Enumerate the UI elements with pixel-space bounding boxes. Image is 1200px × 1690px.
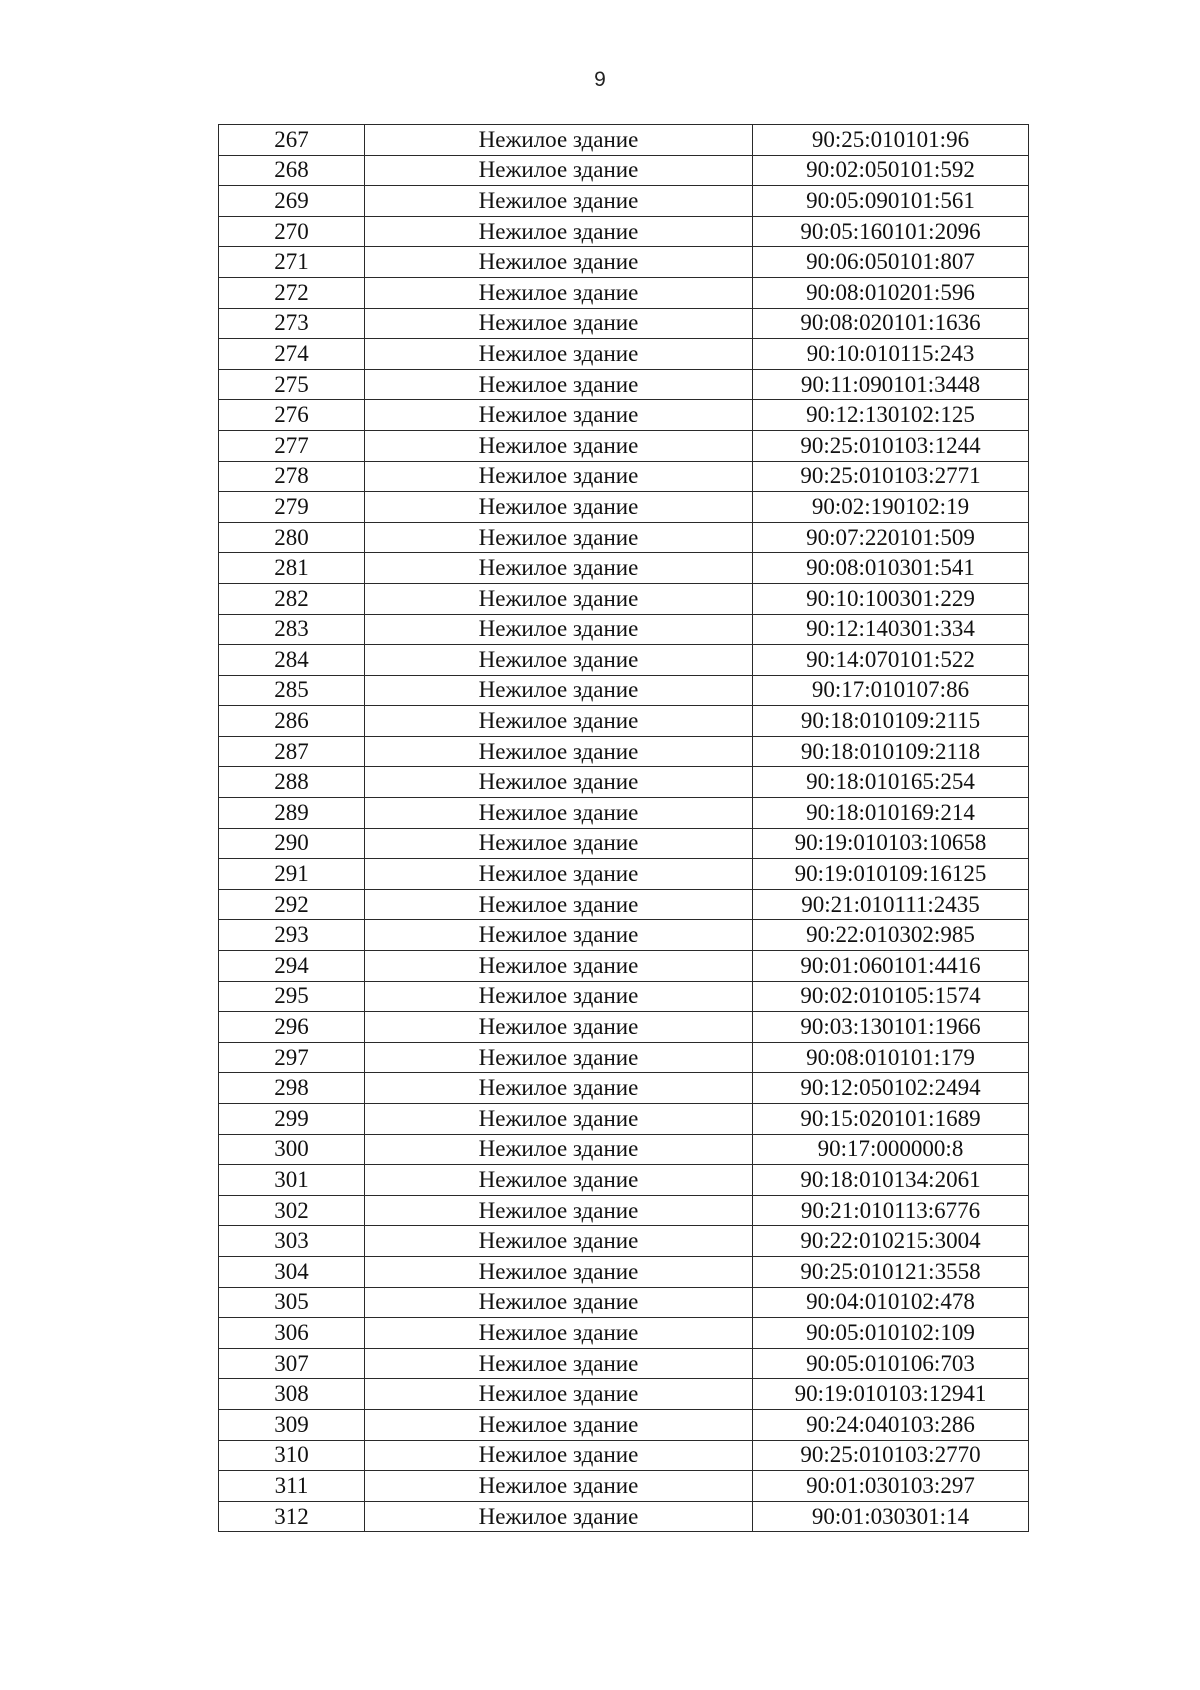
- cadastral-number-cell: 90:01:030301:14: [753, 1501, 1029, 1532]
- table-row: [219, 125, 1029, 156]
- row-number-cell: 268: [219, 155, 365, 186]
- object-type-cell: Нежилое здание: [365, 736, 753, 767]
- cadastral-number-cell: 90:14:070101:522: [753, 645, 1029, 676]
- table-row: [219, 1134, 1029, 1165]
- cadastral-number-cell: 90:25:010121:3558: [753, 1256, 1029, 1287]
- cadastral-number-cell: 90:18:010165:254: [753, 767, 1029, 798]
- row-number-cell: 311: [219, 1471, 365, 1502]
- table-row: [219, 339, 1029, 370]
- table-row: [219, 1165, 1029, 1196]
- table-row: [219, 186, 1029, 217]
- row-number-cell: 297: [219, 1042, 365, 1073]
- object-type-cell: Нежилое здание: [365, 155, 753, 186]
- cadastral-number-cell: 90:15:020101:1689: [753, 1104, 1029, 1135]
- row-number-cell: 304: [219, 1256, 365, 1287]
- table-row: [219, 1042, 1029, 1073]
- object-type-cell: Нежилое здание: [365, 920, 753, 951]
- row-number-cell: 271: [219, 247, 365, 278]
- row-number-cell: 292: [219, 889, 365, 920]
- cadastral-number-cell: 90:03:130101:1966: [753, 1012, 1029, 1043]
- table-row: [219, 645, 1029, 676]
- cadastral-number-cell: 90:11:090101:3448: [753, 369, 1029, 400]
- object-type-cell: Нежилое здание: [365, 277, 753, 308]
- object-type-cell: Нежилое здание: [365, 339, 753, 370]
- row-number-cell: 298: [219, 1073, 365, 1104]
- table-row: [219, 1379, 1029, 1410]
- cadastral-number-cell: 90:01:060101:4416: [753, 951, 1029, 982]
- cadastral-number-cell: 90:08:010201:596: [753, 277, 1029, 308]
- table-row: [219, 216, 1029, 247]
- row-number-cell: 294: [219, 951, 365, 982]
- row-number-cell: 277: [219, 430, 365, 461]
- object-type-cell: Нежилое здание: [365, 645, 753, 676]
- row-number-cell: 310: [219, 1440, 365, 1471]
- object-type-cell: Нежилое здание: [365, 675, 753, 706]
- row-number-cell: 283: [219, 614, 365, 645]
- object-type-cell: Нежилое здание: [365, 1226, 753, 1257]
- row-number-cell: 287: [219, 736, 365, 767]
- object-type-cell: Нежилое здание: [365, 247, 753, 278]
- cadastral-number-cell: 90:10:010115:243: [753, 339, 1029, 370]
- cadastral-number-cell: 90:05:160101:2096: [753, 216, 1029, 247]
- object-type-cell: Нежилое здание: [365, 583, 753, 614]
- cadastral-number-cell: 90:10:100301:229: [753, 583, 1029, 614]
- row-number-cell: 273: [219, 308, 365, 339]
- row-number-cell: 267: [219, 125, 365, 156]
- table-row: [219, 583, 1029, 614]
- table-row: [219, 522, 1029, 553]
- cadastral-number-cell: 90:22:010302:985: [753, 920, 1029, 951]
- table-row: [219, 859, 1029, 890]
- table-row: [219, 1195, 1029, 1226]
- object-type-cell: Нежилое здание: [365, 1134, 753, 1165]
- row-number-cell: 309: [219, 1409, 365, 1440]
- object-type-cell: Нежилое здание: [365, 492, 753, 523]
- row-number-cell: 285: [219, 675, 365, 706]
- table-row: [219, 1440, 1029, 1471]
- object-type-cell: Нежилое здание: [365, 859, 753, 890]
- row-number-cell: 291: [219, 859, 365, 890]
- cadastral-number-cell: 90:18:010109:2118: [753, 736, 1029, 767]
- cadastral-number-cell: 90:07:220101:509: [753, 522, 1029, 553]
- object-type-cell: Нежилое здание: [365, 889, 753, 920]
- row-number-cell: 279: [219, 492, 365, 523]
- table-row: [219, 614, 1029, 645]
- row-number-cell: 270: [219, 216, 365, 247]
- table-row: [219, 951, 1029, 982]
- object-type-cell: Нежилое здание: [365, 1501, 753, 1532]
- row-number-cell: 302: [219, 1195, 365, 1226]
- cadastral-number-cell: 90:02:190102:19: [753, 492, 1029, 523]
- cadastral-number-cell: 90:08:020101:1636: [753, 308, 1029, 339]
- cadastral-number-cell: 90:17:000000:8: [753, 1134, 1029, 1165]
- table-row: [219, 247, 1029, 278]
- table-row: [219, 828, 1029, 859]
- cadastral-number-cell: 90:19:010103:12941: [753, 1379, 1029, 1410]
- object-type-cell: Нежилое здание: [365, 798, 753, 829]
- property-table: [218, 124, 1029, 1532]
- object-type-cell: Нежилое здание: [365, 522, 753, 553]
- cadastral-number-cell: 90:12:140301:334: [753, 614, 1029, 645]
- object-type-cell: Нежилое здание: [365, 1012, 753, 1043]
- cadastral-number-cell: 90:21:010111:2435: [753, 889, 1029, 920]
- table-row: [219, 1256, 1029, 1287]
- page-number: 9: [594, 68, 606, 91]
- table-row: [219, 889, 1029, 920]
- cadastral-number-cell: 90:21:010113:6776: [753, 1195, 1029, 1226]
- object-type-cell: Нежилое здание: [365, 1195, 753, 1226]
- row-number-cell: 296: [219, 1012, 365, 1043]
- row-number-cell: 293: [219, 920, 365, 951]
- table-row: [219, 675, 1029, 706]
- cadastral-number-cell: 90:02:050101:592: [753, 155, 1029, 186]
- object-type-cell: Нежилое здание: [365, 1318, 753, 1349]
- cadastral-number-cell: 90:25:010103:2770: [753, 1440, 1029, 1471]
- cadastral-number-cell: 90:25:010103:1244: [753, 430, 1029, 461]
- table-row: [219, 155, 1029, 186]
- cadastral-number-cell: 90:05:010102:109: [753, 1318, 1029, 1349]
- table-row: [219, 1348, 1029, 1379]
- object-type-cell: Нежилое здание: [365, 1287, 753, 1318]
- object-type-cell: Нежилое здание: [365, 308, 753, 339]
- table-row: [219, 1471, 1029, 1502]
- row-number-cell: 289: [219, 798, 365, 829]
- object-type-cell: Нежилое здание: [365, 981, 753, 1012]
- row-number-cell: 280: [219, 522, 365, 553]
- cadastral-number-cell: 90:18:010134:2061: [753, 1165, 1029, 1196]
- row-number-cell: 275: [219, 369, 365, 400]
- row-number-cell: 276: [219, 400, 365, 431]
- object-type-cell: Нежилое здание: [365, 828, 753, 859]
- cadastral-number-cell: 90:18:010109:2115: [753, 706, 1029, 737]
- cadastral-number-cell: 90:04:010102:478: [753, 1287, 1029, 1318]
- table-row: [219, 706, 1029, 737]
- row-number-cell: 274: [219, 339, 365, 370]
- object-type-cell: Нежилое здание: [365, 951, 753, 982]
- object-type-cell: Нежилое здание: [365, 1348, 753, 1379]
- object-type-cell: Нежилое здание: [365, 1379, 753, 1410]
- object-type-cell: Нежилое здание: [365, 1073, 753, 1104]
- cadastral-number-cell: 90:01:030103:297: [753, 1471, 1029, 1502]
- table-row: [219, 400, 1029, 431]
- row-number-cell: 301: [219, 1165, 365, 1196]
- table-row: [219, 369, 1029, 400]
- row-number-cell: 290: [219, 828, 365, 859]
- row-number-cell: 282: [219, 583, 365, 614]
- row-number-cell: 299: [219, 1104, 365, 1135]
- property-table-body: [219, 125, 1029, 1532]
- table-row: [219, 308, 1029, 339]
- object-type-cell: Нежилое здание: [365, 369, 753, 400]
- cadastral-number-cell: 90:05:010106:703: [753, 1348, 1029, 1379]
- object-type-cell: Нежилое здание: [365, 461, 753, 492]
- object-type-cell: Нежилое здание: [365, 1471, 753, 1502]
- row-number-cell: 306: [219, 1318, 365, 1349]
- table-row: [219, 1012, 1029, 1043]
- row-number-cell: 303: [219, 1226, 365, 1257]
- cadastral-number-cell: 90:12:130102:125: [753, 400, 1029, 431]
- object-type-cell: Нежилое здание: [365, 1104, 753, 1135]
- table-row: [219, 981, 1029, 1012]
- cadastral-number-cell: 90:19:010103:10658: [753, 828, 1029, 859]
- table-row: [219, 1318, 1029, 1349]
- table-row: [219, 553, 1029, 584]
- row-number-cell: 269: [219, 186, 365, 217]
- table-row: [219, 1409, 1029, 1440]
- row-number-cell: 284: [219, 645, 365, 676]
- row-number-cell: 307: [219, 1348, 365, 1379]
- object-type-cell: Нежилое здание: [365, 1042, 753, 1073]
- row-number-cell: 278: [219, 461, 365, 492]
- table-row: [219, 736, 1029, 767]
- cadastral-number-cell: 90:25:010101:96: [753, 125, 1029, 156]
- row-number-cell: 308: [219, 1379, 365, 1410]
- cadastral-number-cell: 90:08:010101:179: [753, 1042, 1029, 1073]
- cadastral-number-cell: 90:08:010301:541: [753, 553, 1029, 584]
- table-row: [219, 492, 1029, 523]
- object-type-cell: Нежилое здание: [365, 614, 753, 645]
- object-type-cell: Нежилое здание: [365, 553, 753, 584]
- row-number-cell: 281: [219, 553, 365, 584]
- table-row: [219, 1104, 1029, 1135]
- object-type-cell: Нежилое здание: [365, 430, 753, 461]
- table-row: [219, 430, 1029, 461]
- object-type-cell: Нежилое здание: [365, 1409, 753, 1440]
- cadastral-number-cell: 90:25:010103:2771: [753, 461, 1029, 492]
- table-row: [219, 767, 1029, 798]
- table-row: [219, 798, 1029, 829]
- cadastral-number-cell: 90:06:050101:807: [753, 247, 1029, 278]
- row-number-cell: 305: [219, 1287, 365, 1318]
- table-row: [219, 1226, 1029, 1257]
- object-type-cell: Нежилое здание: [365, 186, 753, 217]
- table-row: [219, 461, 1029, 492]
- row-number-cell: 288: [219, 767, 365, 798]
- table-row: [219, 277, 1029, 308]
- object-type-cell: Нежилое здание: [365, 767, 753, 798]
- row-number-cell: 295: [219, 981, 365, 1012]
- row-number-cell: 300: [219, 1134, 365, 1165]
- table-row: [219, 1501, 1029, 1532]
- object-type-cell: Нежилое здание: [365, 1440, 753, 1471]
- cadastral-number-cell: 90:05:090101:561: [753, 186, 1029, 217]
- cadastral-number-cell: 90:24:040103:286: [753, 1409, 1029, 1440]
- object-type-cell: Нежилое здание: [365, 216, 753, 247]
- cadastral-number-cell: 90:17:010107:86: [753, 675, 1029, 706]
- object-type-cell: Нежилое здание: [365, 1165, 753, 1196]
- table-row: [219, 920, 1029, 951]
- cadastral-number-cell: 90:18:010169:214: [753, 798, 1029, 829]
- cadastral-number-cell: 90:19:010109:16125: [753, 859, 1029, 890]
- table-row: [219, 1073, 1029, 1104]
- row-number-cell: 312: [219, 1501, 365, 1532]
- row-number-cell: 286: [219, 706, 365, 737]
- cadastral-number-cell: 90:22:010215:3004: [753, 1226, 1029, 1257]
- cadastral-number-cell: 90:02:010105:1574: [753, 981, 1029, 1012]
- row-number-cell: 272: [219, 277, 365, 308]
- object-type-cell: Нежилое здание: [365, 1256, 753, 1287]
- object-type-cell: Нежилое здание: [365, 706, 753, 737]
- cadastral-number-cell: 90:12:050102:2494: [753, 1073, 1029, 1104]
- object-type-cell: Нежилое здание: [365, 400, 753, 431]
- object-type-cell: Нежилое здание: [365, 125, 753, 156]
- table-row: [219, 1287, 1029, 1318]
